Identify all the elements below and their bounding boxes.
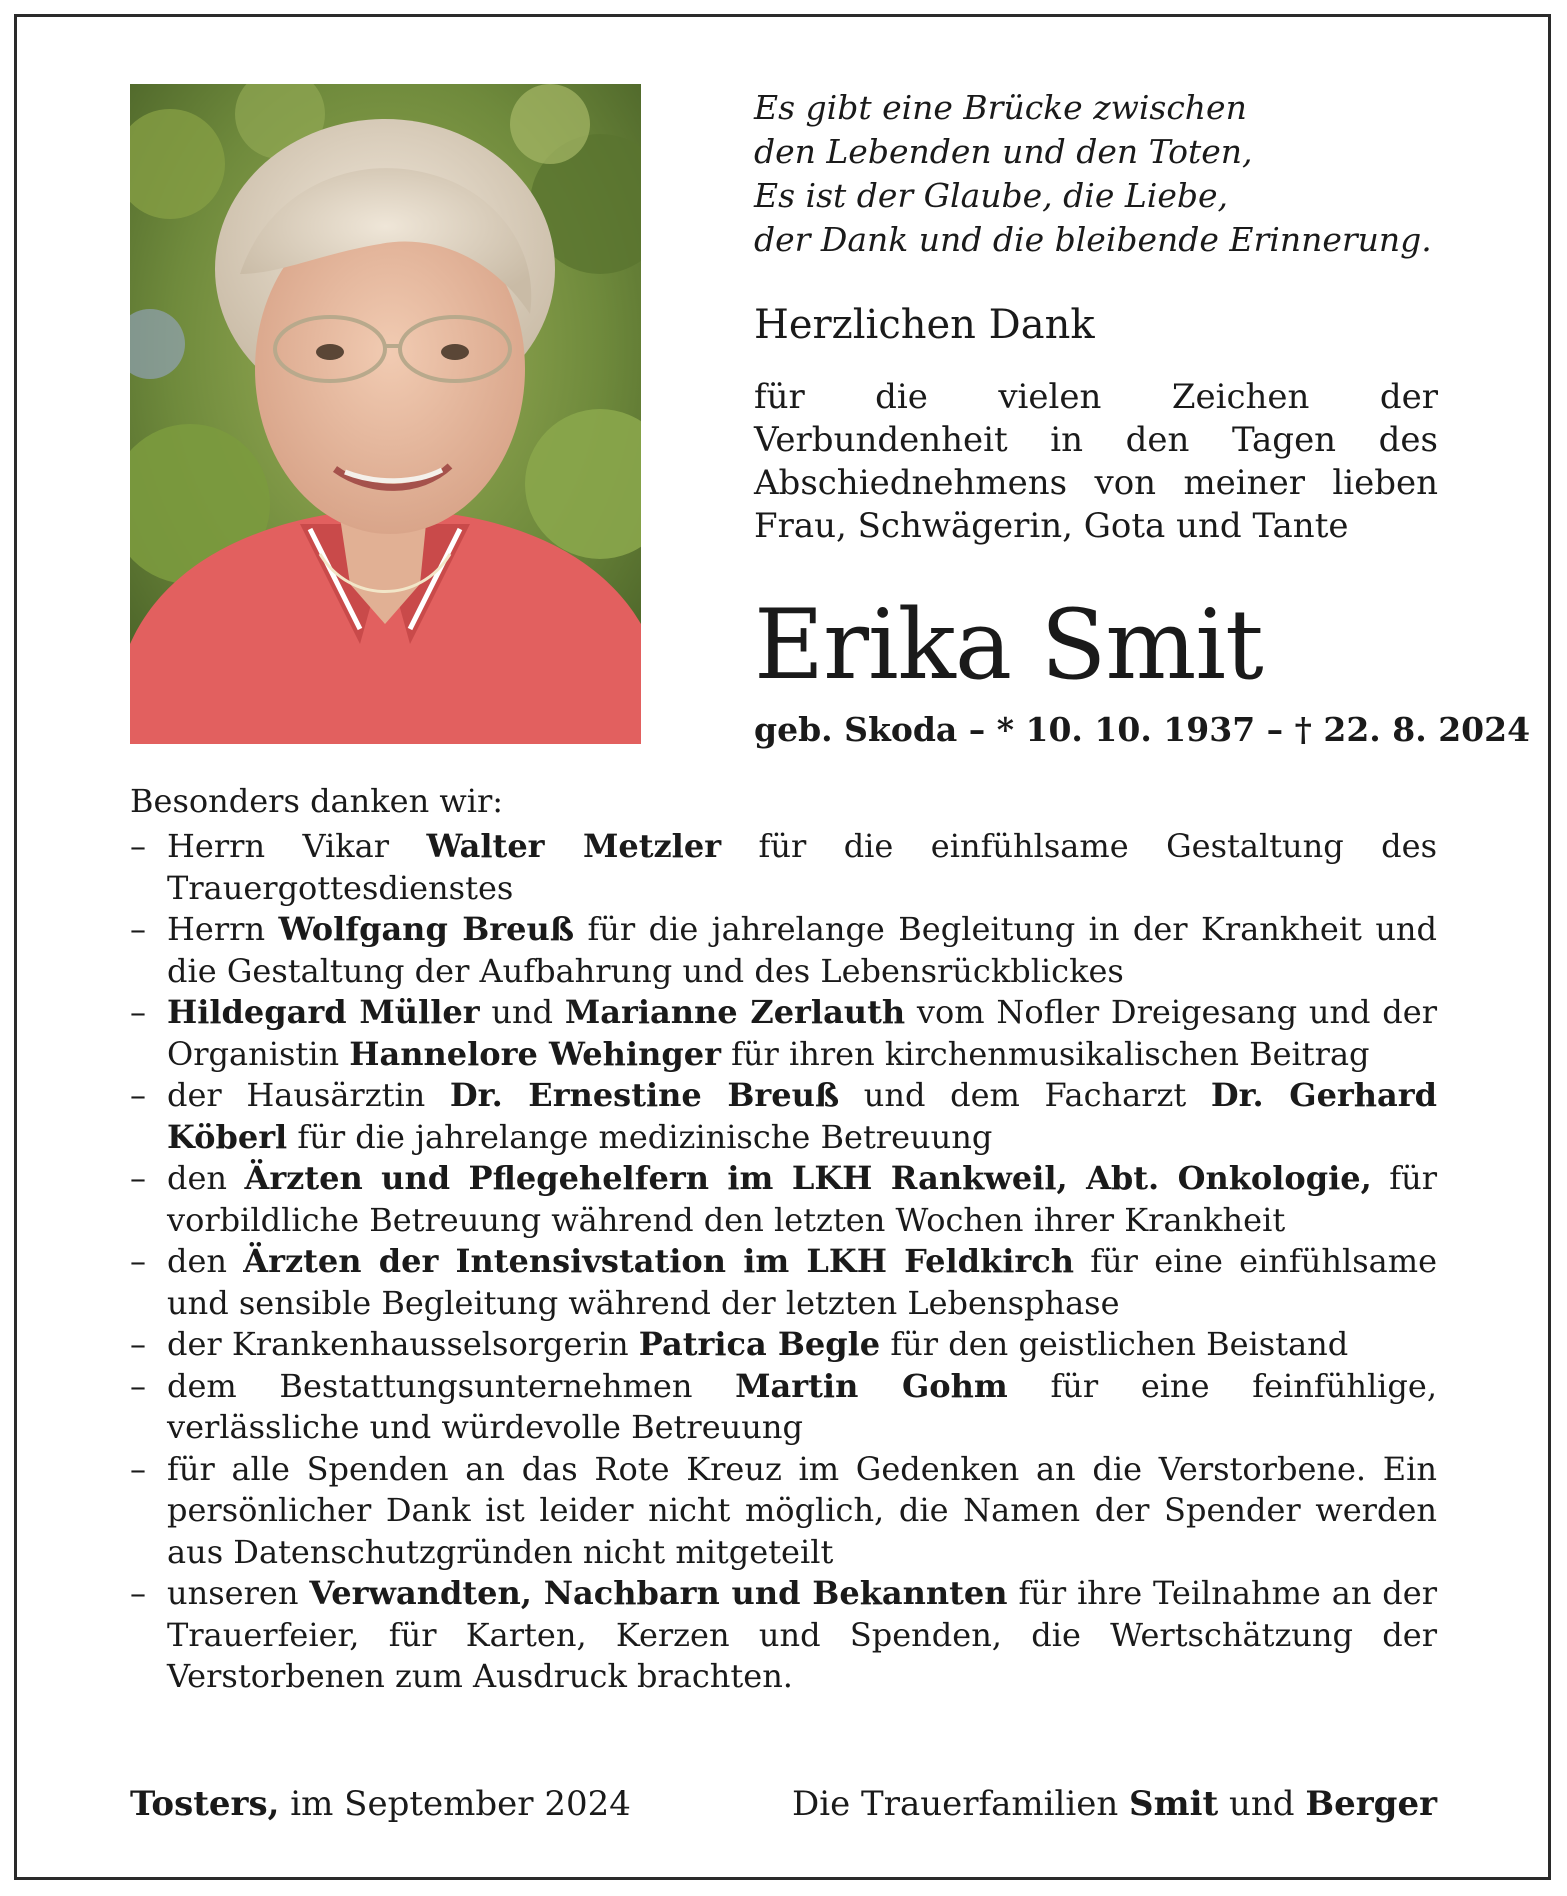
deceased-name: Erika Smit bbox=[754, 589, 1263, 701]
list-item: – für alle Spenden an das Rote Kreuz im Gedenken an die Verstorbene. Ein persönlicher Dank ist leider nicht möglich, die Namen der Spender werden aus Datenschutzgründen nicht mitgeteilt bbox=[130, 1449, 1437, 1571]
place-and-date bbox=[130, 1784, 631, 1824]
dash: – bbox=[130, 1242, 146, 1280]
thanks-heading: Herzlichen Dank bbox=[754, 302, 1095, 348]
place: Tosters, bbox=[130, 1784, 280, 1824]
poem bbox=[754, 86, 1454, 262]
dash: – bbox=[130, 1076, 146, 1114]
dash: – bbox=[130, 993, 146, 1031]
dash: – bbox=[130, 1159, 146, 1197]
intro-text: für die vielen Zeichen der Verbundenheit in den Tagen des Abschiednehmens von meiner lieben Frau, Schwägerin, Gota und Tante bbox=[754, 377, 1438, 546]
list-item: – den Ärzten und Pflegehelfern im LKH Rankweil, Abt. Onkologie, für vorbildliche Betreuung während den letzten Wochen ihrer Krankheit bbox=[130, 1159, 1437, 1239]
poem-line: Es ist der Glaube, die Liebe, bbox=[754, 176, 1228, 215]
list-item: – Hildegard Müller und Marianne Zerlauth vom Nofler Dreigesang und der Organistin Hannelore Wehinger für ihren kirchenmusikalischen Beitrag bbox=[130, 993, 1438, 1073]
dash: – bbox=[130, 1325, 146, 1363]
list-item: – der Krankenhausselsorgerin Patrica Begle für den geistlichen Beistand bbox=[130, 1324, 1437, 1366]
poem-line: der Dank und die bleibende Erinnerung. bbox=[754, 220, 1432, 259]
special-thanks-label: Besonders danken wir: bbox=[130, 782, 504, 820]
deceased-dates: geb. Skoda – * 10. 10. 1937 – † 22. 8. 2024 bbox=[754, 710, 1531, 749]
family-name: Smit bbox=[1129, 1784, 1219, 1824]
family-name: Berger bbox=[1305, 1784, 1437, 1824]
poem-line: den Lebenden und den Toten, bbox=[754, 132, 1253, 171]
dash: – bbox=[130, 1366, 146, 1405]
list-item: – dem Bestattungsunternehmen Martin Gohm für eine feinfühlige, verlässliche und würdevolle Betreuung bbox=[130, 1366, 1438, 1446]
dash: – bbox=[130, 910, 146, 948]
list-item: – Herrn Wolfgang Breuß für die jahrelange Begleitung in der Krankheit und die Gestaltung der Aufbahrung und des Lebensrückblickes bbox=[130, 910, 1438, 990]
dash: – bbox=[130, 1449, 146, 1488]
dash: – bbox=[130, 827, 146, 865]
list-item: – der Hausärztin Dr. Ernestine Breuß und dem Facharzt Dr. Gerhard Köberl für die jahrelange medizinische Betreuung bbox=[130, 1076, 1438, 1156]
portrait-photo bbox=[130, 84, 641, 744]
thanks-list bbox=[130, 826, 1437, 1698]
list-item: – den Ärzten der Intensivstation im LKH Feldkirch für eine einfühlsame und sensible Begleitung während der letzten Lebensphase bbox=[130, 1242, 1438, 1322]
dash: – bbox=[130, 1574, 146, 1612]
list-item: – Herrn Vikar Walter Metzler für die einfühlsame Gestaltung des Trauergottesdienstes bbox=[130, 827, 1438, 907]
poem-line: Es gibt eine Brücke zwischen bbox=[754, 88, 1247, 127]
family-signature: Die Trauerfamilien Smit und Berger bbox=[791, 1784, 1437, 1824]
list-item: – unseren Verwandten, Nachbarn und Bekannten für ihre Teilnahme an der Trauerfeier, für Karten, Kerzen und Spenden, die Wertschätzung der Verstorbenen zum Ausdruck brachten. bbox=[130, 1574, 1438, 1695]
date: im September 2024 bbox=[279, 1784, 631, 1824]
